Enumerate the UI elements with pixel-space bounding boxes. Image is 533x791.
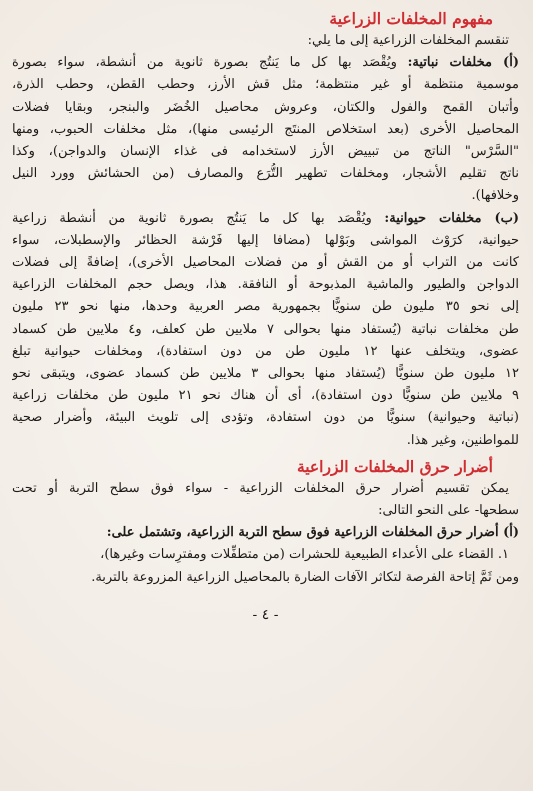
list-item: ١. القضاء على الأعداء الطبيعية للحشرات (من متطفِّلات ومفترِسات وغيرها)، [100,547,509,563]
section-heading-burning-damage: أضرار حرق المخلفات الزراعية [296,456,493,476]
paragraph-line: ٩ ملايين طن سنويًّا دون استفادة)، أى أن هناك نحو ٢١ مليون طن مخلفات زراعية [12,388,519,404]
paragraph-line: "السَّرْس" الناتج من تبييض الأرز لاستخدامه فى غذاء الإنسان والدواجن)، وكذا [12,144,519,160]
paragraph-line: يمكن تقسيم أضرار حرق المخلفات الزراعية - سواء فوق سطح التربة أو تحت [12,480,509,496]
paragraph-line: (نباتية وحيوانية) سنويًّا من دون استفادة، وتؤدى إلى تلويث البيئة، وأضرار صحية [12,410,519,426]
subsection-label-surface: (أ) أضرار حرق المخلفات الزراعية فوق سطح التربة الزراعية، وتشتمل على: [106,525,519,541]
paragraph-text: ويُقْصَد بها كل ما يَنتُج بصورة ثانوية من أنشطة زراعية [12,210,372,226]
page-number: - ٤ - [252,606,279,623]
intro-line: تنقسم المخلفات الزراعية إلى ما يلي: [307,33,509,48]
paragraph-line: طن مخلفات نباتية (يُستفاد منها بحوالى ٧ ملايين طن كعلف، و٤ ملايين طن كسماد [12,321,519,337]
paragraph-line: كانت من التراب أو من القش أو من فضلات المحاصيل الأخرى)، إضافةً إلى فضلات [12,255,519,271]
paragraph-line: الدواجن والطيور والماشية المذبوحة أو النافقة. هذا، ويصل حجم المخلفات الزراعية [12,277,519,293]
section-heading-concept: مفهوم المخلفات الزراعية [329,9,493,28]
paragraph-line: ١٢ مليون طن سنويًّا (يُستفاد منها بحوالى ٣ ملايين طن كسماد عضوى، ويتبقى نحو [12,366,519,382]
section-label-animal: (ب) مخلفات حيوانية: [384,210,519,226]
paragraph-line [12,52,519,74]
paragraph-line: حيوانية، كرَوْث المواشى وبَوْلها (مضافا إليها فَرْشة الحظائر والإسطبلات، سواء [12,232,519,248]
paragraph-line: ناتج تقليم الأشجار، ومخلفات تطهير التُّرَع والمصارف (من الحشائش وورد النيل [12,166,519,182]
paragraph-line: عضوى، ويتخلف عنها ١٢ مليون طن من دون استفادة)، ومخلفات حيوانية تبلغ [12,343,519,359]
section-label-plant: (أ) مخلفات نباتية: [407,55,519,71]
paragraph-text: ويُقْصَد بها كل ما يَنتُج بصورة ثانوية من أنشطة، سواء بصورة [12,55,397,71]
paragraph-line: وخلافها). [471,188,519,204]
paragraph-line: إلى نحو ٣٥ مليون طن سنويًّا بجمهورية مصر العربية وحدها، منها نحو ٢٣ مليون [12,299,519,315]
paragraph-line: المحاصيل الأخرى (بعد استخلاص المنتَج الرئيسى منها)، مثل مخلفات الحبوب، ومنها [12,121,519,137]
paragraph-line: موسمية منتظمة أو غير منتظمة؛ مثل قش الأرز، وحطب القطن، وحطب الذرة، [12,77,519,93]
paragraph-line: وأتبان القمح والفول والكتان، وعروش محاصيل الخُضَر والبنجر، وبقايا فضلات [12,99,519,115]
paragraph-line: للمواطنين، وغير هذا. [406,432,519,448]
paragraph-line [12,208,519,230]
list-item-continuation: ومن ثَمَّ إتاحة الفرصة لتكاثر الآفات الضارة بالمحاصيل الزراعية المزروعة بالتربة. [91,569,519,585]
paragraph-line: سطحها- على النحو التالى: [378,503,519,519]
